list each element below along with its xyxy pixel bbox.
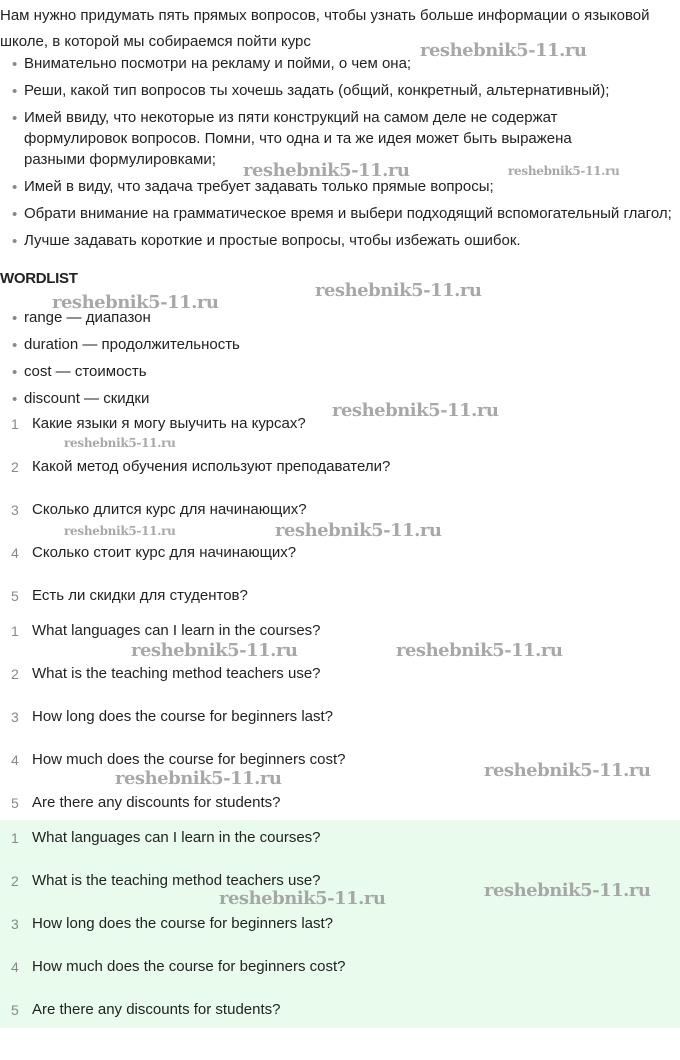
bullet-icon: •: [12, 110, 18, 127]
answer-text: What is the teaching method teachers use?: [32, 872, 321, 889]
intro-text: Нам нужно придумать пять прямых вопросов, чтобы узнать больше информации о языковой школе, в которой мы собираемся пойти курс: [0, 7, 650, 50]
tip-item: • Обрати внимание на грамматическое время и выбери подходящий вспомогательный глагол;: [12, 205, 672, 223]
watermark: reshebnik5-11.ru: [484, 760, 651, 781]
question-number: 3: [11, 502, 19, 518]
question-text: What is the teaching method teachers use?: [32, 665, 321, 682]
bullet-icon: •: [12, 337, 18, 354]
tip-item: • Лучше задавать короткие и простые вопросы, чтобы избежать ошибок.: [12, 232, 521, 250]
wordlist-title: WORDLIST: [0, 270, 78, 287]
question-text: Are there any discounts for students?: [32, 794, 281, 811]
question-number: 5: [11, 795, 19, 811]
question-number: 4: [11, 545, 19, 561]
question-number: 1: [11, 623, 19, 639]
question-number: 2: [11, 666, 19, 682]
bullet-icon: •: [12, 233, 18, 250]
watermark: reshebnik5-11.ru: [315, 280, 482, 301]
question-number: 1: [11, 416, 19, 432]
watermark: reshebnik5-11.ru: [219, 888, 386, 909]
bullet-icon: •: [12, 206, 18, 223]
question-text: What languages can I learn in the courses?: [32, 622, 321, 639]
answer-number: 3: [11, 916, 19, 932]
bullet-icon: •: [12, 56, 18, 73]
question-number: 4: [11, 752, 19, 768]
watermark: reshebnik5-11.ru: [64, 524, 176, 538]
wordlist-item: • cost — стоимость: [12, 363, 147, 381]
answer-text: Are there any discounts for students?: [32, 1001, 281, 1018]
tip-item: • Реши, какой тип вопросов ты хочешь задать (общий, конкретный, альтернативный);: [12, 82, 610, 100]
answer-text: How much does the course for beginners cost?: [32, 958, 346, 975]
question-text: How long does the course for beginners last?: [32, 708, 334, 725]
watermark: reshebnik5-11.ru: [243, 160, 410, 181]
question-number: 2: [11, 459, 19, 475]
watermark: reshebnik5-11.ru: [420, 40, 587, 61]
answer-text: How long does the course for beginners last?: [32, 915, 334, 932]
wordlist-item: • discount — скидки: [12, 390, 150, 408]
question-text: How much does the course for beginners cost?: [32, 751, 346, 768]
watermark: reshebnik5-11.ru: [131, 640, 298, 661]
bullet-icon: •: [12, 83, 18, 100]
answer-number: 2: [11, 873, 19, 889]
answer-text: What languages can I learn in the courses?: [32, 829, 321, 846]
bullet-icon: •: [12, 364, 18, 381]
watermark: reshebnik5-11.ru: [64, 436, 176, 450]
answer-number: 4: [11, 959, 19, 975]
watermark: reshebnik5-11.ru: [396, 640, 563, 661]
question-number: 5: [11, 588, 19, 604]
question-text: Сколько стоит курс для начинающих?: [32, 544, 297, 561]
wordlist: [0, 307, 680, 409]
wordlist-item: • duration — продолжительность: [12, 336, 240, 354]
watermark: reshebnik5-11.ru: [508, 164, 620, 178]
watermark: reshebnik5-11.ru: [332, 400, 499, 421]
wordlist-item: • range — диапазон: [12, 309, 151, 327]
tip-item: • Имей ввиду, что некоторые из пяти конструкций на самом деле не содержат формулировок вопросов. Помни, что одна и та же идея может быть выражена разными формулировками;: [12, 109, 572, 168]
tip-item: • Имей в виду, что задача требует задавать только прямые вопросы;: [12, 178, 494, 196]
watermark: reshebnik5-11.ru: [275, 520, 442, 541]
question-text: Какой метод обучения используют преподаватели?: [32, 458, 391, 475]
watermark: reshebnik5-11.ru: [484, 880, 651, 901]
bullet-icon: •: [12, 310, 18, 327]
question-text: Какие языки я могу выучить на курсах?: [32, 415, 306, 432]
question-number: 3: [11, 709, 19, 725]
bullet-icon: •: [12, 179, 18, 196]
answer-number: 5: [11, 1002, 19, 1018]
tips-list: [0, 53, 680, 251]
bullet-icon: •: [12, 391, 18, 408]
answer-number: 1: [11, 830, 19, 846]
question-text: Есть ли скидки для студентов?: [32, 587, 248, 604]
watermark: reshebnik5-11.ru: [52, 292, 219, 313]
tip-item: • Внимательно посмотри на рекламу и пойми, о чем она;: [12, 55, 412, 73]
question-text: Сколько длится курс для начинающих?: [32, 501, 307, 518]
watermark: reshebnik5-11.ru: [115, 768, 282, 789]
